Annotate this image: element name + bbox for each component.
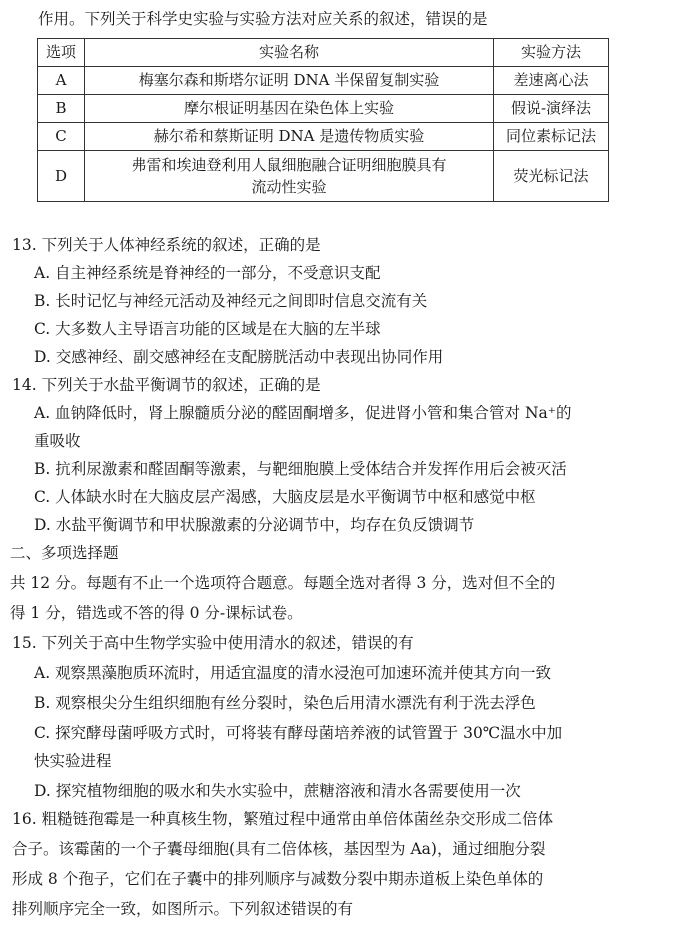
table-row [38, 151, 609, 202]
q16-stem-line2: 合子。该霉菌的一个子囊母细胞(具有二倍体核，基因型为 Aa)，通过细胞分裂 [12, 840, 546, 858]
q15-option-c: C. 探究酵母菌呼吸方式时，可将装有酵母菌培养液的试管置于 30℃温水中加 [34, 724, 563, 742]
q15-option-c-cont: 快实验进程 [34, 752, 112, 770]
q14-stem: 14. 下列关于水盐平衡调节的叙述，正确的是 [12, 376, 321, 394]
q15-option-d: D. 探究植物细胞的吸水和失水实验中，蔗糖溶液和清水各需要使用一次 [34, 782, 521, 800]
table-row [38, 67, 609, 95]
row-option: B [38, 95, 85, 123]
row-experiment-name: 摩尔根证明基因在染色体上实验 [85, 95, 494, 123]
section2-desc-cont: 得 1 分，错选或不答的得 0 分-课标试卷。 [10, 604, 303, 622]
row-experiment-name: 梅塞尔森和斯塔尔证明 DNA 半保留复制实验 [85, 67, 494, 95]
q13-option-c: C. 大多数人主导语言功能的区域是在大脑的左半球 [34, 320, 381, 338]
section2-desc: 共 12 分。每题有不止一个选项符合题意。每题全选对者得 3 分，选对但不全的 [10, 574, 556, 592]
q12-intro: 作用。下列关于科学史实验与实验方法对应关系的叙述，错误的是 [38, 10, 488, 28]
header-method: 实验方法 [494, 39, 609, 67]
q13-option-d: D. 交感神经、副交感神经在支配膀胱活动中表现出协同作用 [34, 348, 444, 366]
section2-title: 二、多项选择题 [10, 544, 119, 562]
table-header-row [38, 39, 609, 67]
q16-stem-line4: 排列顺序完全一致，如图所示。下列叙述错误的有 [12, 900, 354, 918]
q13-option-b: B. 长时记忆与神经元活动及神经元之间即时信息交流有关 [34, 292, 428, 310]
q14-option-a: A. 血钠降低时，肾上腺髓质分泌的醛固酮增多，促进肾小管和集合管对 Na⁺的 [34, 404, 572, 422]
q14-option-b: B. 抗利尿激素和醛固酮等激素，与靶细胞膜上受体结合并发挥作用后会被灭活 [34, 460, 567, 478]
q15-stem: 15. 下列关于高中生物学实验中使用清水的叙述，错误的有 [12, 634, 414, 652]
q14-option-d: D. 水盐平衡调节和甲状腺激素的分泌调节中，均存在负反馈调节 [34, 516, 475, 534]
table-row [38, 123, 609, 151]
q13-option-a: A. 自主神经系统是脊神经的一部分，不受意识支配 [34, 264, 381, 282]
row-method: 差速离心法 [494, 67, 609, 95]
table-row [38, 95, 609, 123]
q13-stem: 13. 下列关于人体神经系统的叙述，正确的是 [12, 236, 321, 254]
experiment-table [37, 38, 609, 202]
q15-option-b: B. 观察根尖分生组织细胞有丝分裂时，染色后用清水漂洗有利于洗去浮色 [34, 694, 536, 712]
header-experiment-name: 实验名称 [85, 39, 494, 67]
row-method: 荧光标记法 [494, 151, 609, 202]
row-experiment-name [85, 151, 494, 202]
row-option: D [38, 151, 85, 202]
q16-stem-line3: 形成 8 个孢子，它们在子囊中的排列顺序与减数分裂中期赤道板上染色单体的 [12, 870, 544, 888]
row-option: C [38, 123, 85, 151]
row-experiment-name-line2: 流动性实验 [251, 178, 327, 196]
row-method: 假说-演绎法 [494, 95, 609, 123]
q15-option-a: A. 观察黑藻胞质环流时，用适宜温度的清水浸泡可加速环流并使其方向一致 [34, 664, 552, 682]
row-experiment-name: 赫尔希和蔡斯证明 DNA 是遗传物质实验 [85, 123, 494, 151]
row-experiment-name-line1: 弗雷和埃迪登利用人鼠细胞融合证明细胞膜具有 [131, 155, 447, 174]
row-option: A [38, 67, 85, 95]
q14-option-c: C. 人体缺水时在大脑皮层产渴感，大脑皮层是水平衡调节中枢和感觉中枢 [34, 488, 536, 506]
row-method: 同位素标记法 [494, 123, 609, 151]
q16-stem-line1: 16. 粗糙链孢霉是一种真核生物，繁殖过程中通常由单倍体菌丝杂交形成二倍体 [12, 810, 554, 828]
q14-option-a-cont: 重吸收 [34, 432, 81, 450]
header-option: 选项 [38, 39, 85, 67]
